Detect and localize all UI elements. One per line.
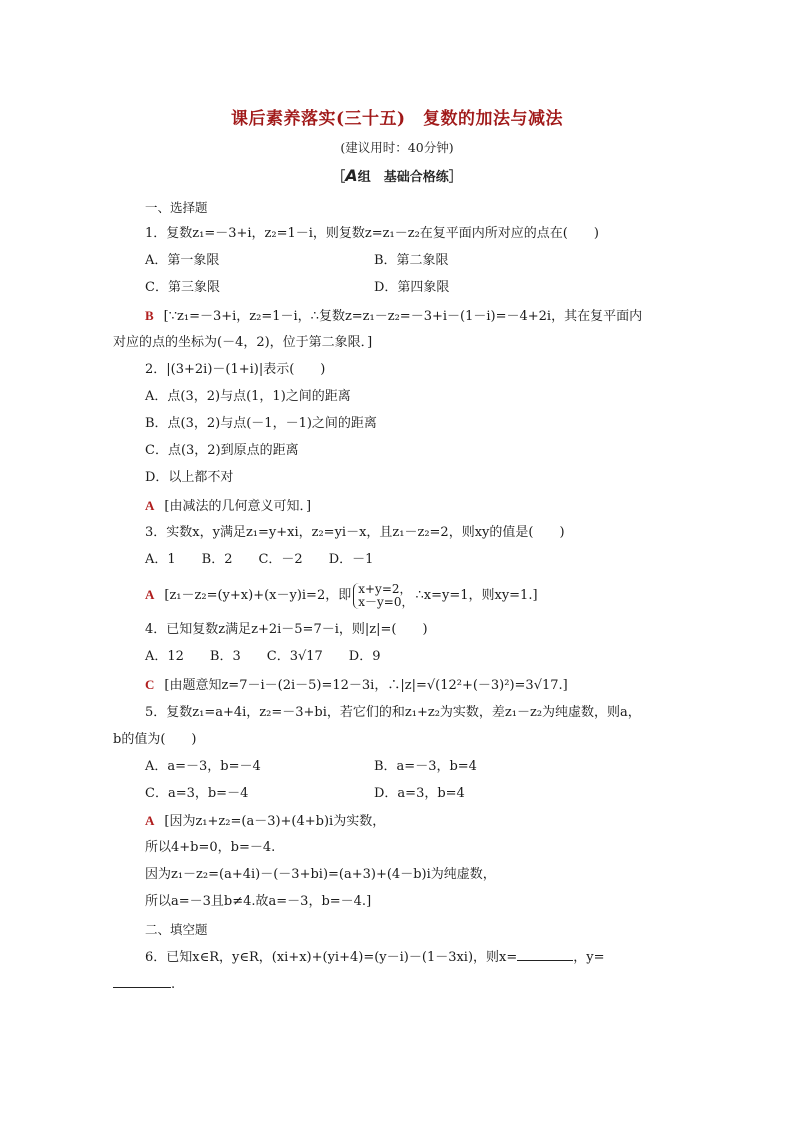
q5-solution	[145, 812, 385, 831]
q3-stem: 3．实数x，y满足z₁=y+xi，z₂=yi－x，且z₁－z₂=2，则xy的值是( )	[145, 525, 565, 540]
q3-case-1: x+y=2，	[358, 581, 412, 596]
q3-solution-post: ∴x=y=1，则xy=1.]	[415, 588, 538, 603]
group-label: 组 基础合格练］	[357, 170, 462, 185]
q6-blank-x[interactable]	[517, 948, 573, 961]
q1-answer: B	[145, 308, 154, 323]
q6-stem-mid: ，y=	[573, 950, 605, 965]
q5-option-a: A．a=－3，b=－4	[145, 759, 261, 774]
q1-option-c: C．第三象限	[145, 280, 220, 295]
q1-solution	[145, 307, 642, 326]
q2-option-c: C．点(3，2)到原点的距离	[145, 443, 299, 458]
q2-solution	[145, 497, 311, 516]
q2-stem: 2．|(3+2i)－(1+i)|表示( )	[145, 362, 326, 377]
q5-stem-cont: b的值为( )	[113, 732, 197, 747]
q6-stem-text: 6．已知x∈R，y∈R，(xi+x)+(yi+4)=(y－i)－(1－3xi)，则x=	[145, 950, 518, 965]
q2-option-d: D．以上都不对	[145, 470, 234, 485]
q1-option-d: D．第四象限	[374, 280, 450, 295]
q3-equation-system	[353, 583, 413, 609]
q1-option-a: A．第一象限	[145, 253, 220, 268]
q2-answer: A	[145, 498, 155, 513]
q5-solution-line-2: 所以4+b=0，b=－4.	[145, 840, 276, 855]
q5-option-c: C．a=3，b=－4	[145, 786, 249, 801]
group-letter: A	[345, 166, 358, 185]
q1-solution-text: [∵z₁=－3+i，z₂=1－i，∴复数z=z₁－z₂=－3+i－(1－i)=－4+2i，其在复平面内	[163, 309, 643, 324]
q5-solution-text: [因为z₁+z₂=(a－3)+(4+b)i为实数，	[164, 814, 386, 829]
q3-case-2: x－y=0，	[358, 594, 414, 609]
q1-option-b: B．第二象限	[374, 253, 449, 268]
section-fill-heading: 二、填空题	[145, 922, 208, 937]
page-title: 课后素养落实(三十五) 复数的加法与减法	[230, 109, 564, 129]
q5-option-b: B．a=－3，b=4	[374, 759, 477, 774]
q5-solution-line-4: 所以a=－3且b≠4.故a=－3，b=－4.]	[145, 894, 372, 909]
q5-solution-line-3: 因为z₁－z₂=(a+4i)－(－3+bi)=(a+3)+(4－b)i为纯虚数，	[145, 867, 496, 882]
section-choice-heading: 一、选择题	[145, 200, 208, 215]
q2-solution-text: [由减法的几何意义可知．]	[164, 499, 312, 514]
time-suggestion: (建议用时：40分钟)	[340, 140, 454, 155]
q4-solution-text: [由题意知z=7－i－(2i－5)=12－3i，∴|z|=√(12²+(－3)²)=3√17.]	[164, 678, 568, 693]
q2-option-b: B．点(3，2)与点(－1，－1)之间的距离	[145, 416, 377, 431]
q3-solution	[145, 581, 538, 610]
q5-stem: 5．复数z₁=a+4i，z₂=－3+bi，若它们的和z₁+z₂为实数，差z₁－z₂为纯虚数，则a，	[145, 705, 641, 720]
group-heading	[0, 166, 794, 185]
group-bracket: ［	[332, 170, 346, 185]
q3-solution-pre: [z₁－z₂=(y+x)+(x－y)i=2，即	[164, 588, 352, 603]
q1-solution-cont: 对应的点的坐标为(－4，2)，位于第二象限．]	[113, 335, 373, 350]
q5-option-d: D．a=3，b=4	[374, 786, 465, 801]
q2-option-a: A．点(3，2)与点(1，1)之间的距离	[145, 389, 351, 404]
q3-options: A．1 B．2 C．－2 D．－1	[145, 552, 374, 567]
q1-stem: 1．复数z₁=－3+i，z₂=1－i，则复数z=z₁－z₂在复平面内所对应的点在( )	[145, 226, 599, 241]
q6-stem	[145, 948, 605, 967]
q4-solution	[145, 676, 568, 695]
q5-answer: A	[145, 813, 155, 828]
q4-stem: 4．已知复数z满足z+2i－5=7－i，则|z|=( )	[145, 622, 428, 637]
q6-stem-end: .	[171, 977, 176, 992]
q6-blank-y[interactable]	[113, 975, 171, 988]
q6-stem-cont	[113, 975, 175, 994]
q4-options: A．12 B．3 C．3√17 D．9	[145, 649, 381, 664]
q4-answer: C	[145, 677, 155, 692]
q3-answer: A	[145, 587, 155, 602]
